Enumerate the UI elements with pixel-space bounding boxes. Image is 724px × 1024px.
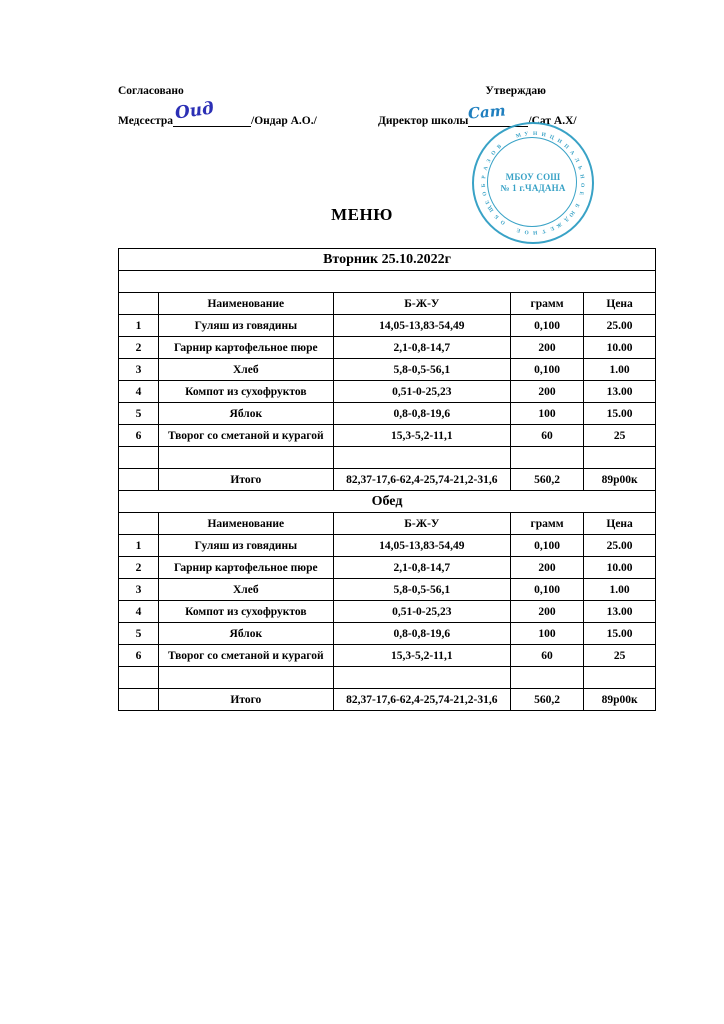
seal-line-1: МБОУ СОШ bbox=[505, 172, 561, 182]
row-gram: 200 bbox=[510, 557, 583, 579]
row-gram: 200 bbox=[510, 601, 583, 623]
director-name: /Сат А.Х/ bbox=[528, 115, 577, 127]
row-price: 25.00 bbox=[584, 535, 656, 557]
col-num bbox=[119, 513, 159, 535]
row-num: 4 bbox=[119, 381, 159, 403]
row-name: Компот из сухофруктов bbox=[158, 601, 333, 623]
spacer-cell bbox=[119, 667, 159, 689]
row-price: 1.00 bbox=[584, 359, 656, 381]
table-header-row bbox=[119, 293, 656, 315]
spacer-row bbox=[119, 447, 656, 469]
total-gram: 560,2 bbox=[510, 689, 583, 711]
total-bju: 82,37-17,6-62,4-25,74-21,2-31,6 bbox=[333, 689, 510, 711]
total-price: 89р00к bbox=[584, 689, 656, 711]
day-title: Вторник 25.10.2022г bbox=[119, 249, 656, 271]
row-price: 25 bbox=[584, 425, 656, 447]
row-name: Яблок bbox=[158, 623, 333, 645]
row-num: 6 bbox=[119, 645, 159, 667]
seal-line-2: № 1 г.ЧАДАНА bbox=[500, 183, 566, 193]
row-num: 2 bbox=[119, 557, 159, 579]
row-bju: 5,8-0,5-56,1 bbox=[333, 359, 510, 381]
approved-left-label: Согласовано bbox=[118, 85, 184, 97]
table-row bbox=[119, 579, 656, 601]
table-row bbox=[119, 337, 656, 359]
row-price: 13.00 bbox=[584, 381, 656, 403]
spacer-cell bbox=[584, 667, 656, 689]
nurse-signature-line bbox=[173, 98, 251, 127]
table-row bbox=[119, 623, 656, 645]
row-name: Хлеб bbox=[158, 359, 333, 381]
row-gram: 0,100 bbox=[510, 579, 583, 601]
row-name: Творог со сметаной и курагой bbox=[158, 645, 333, 667]
total-row bbox=[119, 469, 656, 491]
row-name: Гарнир картофельное пюре bbox=[158, 557, 333, 579]
blank-cell bbox=[119, 271, 656, 293]
row-num: 4 bbox=[119, 601, 159, 623]
row-bju: 0,8-0,8-19,6 bbox=[333, 403, 510, 425]
section-title-row bbox=[119, 491, 656, 513]
nurse-signature-block bbox=[118, 98, 368, 127]
school-seal-stamp: М У Н И Ц И П А Л Ь Н О Е Б Ю Д Ж Е Т Н О Е О Б Щ Е О Б Р А З О В МБОУ СОШ № 1 г.ЧАДАНА bbox=[472, 122, 594, 244]
row-gram: 0,100 bbox=[510, 359, 583, 381]
table-header-row bbox=[119, 513, 656, 535]
row-gram: 200 bbox=[510, 337, 583, 359]
nurse-signature-mark: Оид bbox=[173, 98, 216, 124]
col-name: Наименование bbox=[158, 513, 333, 535]
row-price: 25.00 bbox=[584, 315, 656, 337]
row-bju: 5,8-0,5-56,1 bbox=[333, 579, 510, 601]
row-name: Гуляш из говядины bbox=[158, 535, 333, 557]
row-name: Хлеб bbox=[158, 579, 333, 601]
row-name: Творог со сметаной и курагой bbox=[158, 425, 333, 447]
table-row bbox=[119, 381, 656, 403]
col-num bbox=[119, 293, 159, 315]
row-bju: 15,3-5,2-11,1 bbox=[333, 645, 510, 667]
page-title: МЕНЮ bbox=[331, 205, 393, 224]
row-bju: 0,51-0-25,23 bbox=[333, 381, 510, 403]
spacer-cell bbox=[510, 447, 583, 469]
table-row bbox=[119, 403, 656, 425]
total-label: Итого bbox=[158, 689, 333, 711]
table-row bbox=[119, 315, 656, 337]
row-bju: 2,1-0,8-14,7 bbox=[333, 337, 510, 359]
row-gram: 100 bbox=[510, 623, 583, 645]
spacer-row bbox=[119, 667, 656, 689]
row-name: Компот из сухофруктов bbox=[158, 381, 333, 403]
table-row bbox=[119, 425, 656, 447]
row-gram: 100 bbox=[510, 403, 583, 425]
col-name: Наименование bbox=[158, 293, 333, 315]
col-price: Цена bbox=[584, 293, 656, 315]
row-num: 2 bbox=[119, 337, 159, 359]
total-num bbox=[119, 469, 159, 491]
menu-table bbox=[118, 248, 656, 711]
total-row bbox=[119, 689, 656, 711]
row-bju: 0,51-0-25,23 bbox=[333, 601, 510, 623]
spacer-cell bbox=[510, 667, 583, 689]
approved-right-label: Утверждаю bbox=[485, 85, 546, 97]
total-price: 89р00к bbox=[584, 469, 656, 491]
director-label: Директор школы bbox=[378, 115, 469, 127]
total-bju: 82,37-17,6-62,4-25,74-21,2-31,6 bbox=[333, 469, 510, 491]
row-price: 15.00 bbox=[584, 403, 656, 425]
section-title: Обед bbox=[119, 491, 656, 513]
blank-row bbox=[119, 271, 656, 293]
row-price: 15.00 bbox=[584, 623, 656, 645]
director-signature-block bbox=[378, 101, 638, 127]
total-num bbox=[119, 689, 159, 711]
col-bju: Б-Ж-У bbox=[333, 293, 510, 315]
row-gram: 60 bbox=[510, 645, 583, 667]
nurse-label: Медсестра bbox=[118, 115, 174, 127]
spacer-cell bbox=[333, 447, 510, 469]
row-bju: 15,3-5,2-11,1 bbox=[333, 425, 510, 447]
day-title-row bbox=[119, 249, 656, 271]
row-name: Гуляш из говядины bbox=[158, 315, 333, 337]
spacer-cell bbox=[333, 667, 510, 689]
row-num: 3 bbox=[119, 579, 159, 601]
table-row bbox=[119, 557, 656, 579]
total-label: Итого bbox=[158, 469, 333, 491]
approval-signature-row bbox=[118, 98, 638, 127]
spacer-cell bbox=[158, 667, 333, 689]
table-row bbox=[119, 535, 656, 557]
row-num: 1 bbox=[119, 535, 159, 557]
row-bju: 2,1-0,8-14,7 bbox=[333, 557, 510, 579]
row-price: 1.00 bbox=[584, 579, 656, 601]
row-gram: 200 bbox=[510, 381, 583, 403]
row-name: Гарнир картофельное пюре bbox=[158, 337, 333, 359]
row-price: 10.00 bbox=[584, 337, 656, 359]
approval-header bbox=[118, 85, 638, 127]
row-num: 6 bbox=[119, 425, 159, 447]
director-signature-mark: Сат bbox=[467, 101, 507, 123]
row-price: 25 bbox=[584, 645, 656, 667]
total-gram: 560,2 bbox=[510, 469, 583, 491]
row-num: 1 bbox=[119, 315, 159, 337]
row-gram: 60 bbox=[510, 425, 583, 447]
spacer-cell bbox=[584, 447, 656, 469]
col-price: Цена bbox=[584, 513, 656, 535]
row-num: 3 bbox=[119, 359, 159, 381]
table-row bbox=[119, 359, 656, 381]
col-gram: грамм bbox=[510, 293, 583, 315]
row-num: 5 bbox=[119, 623, 159, 645]
table-row bbox=[119, 601, 656, 623]
approval-top-row bbox=[118, 85, 638, 97]
nurse-name: /Ондар А.О./ bbox=[251, 115, 317, 127]
row-price: 13.00 bbox=[584, 601, 656, 623]
spacer-cell bbox=[119, 447, 159, 469]
row-gram: 0,100 bbox=[510, 315, 583, 337]
col-gram: грамм bbox=[510, 513, 583, 535]
row-gram: 0,100 bbox=[510, 535, 583, 557]
row-bju: 14,05-13,83-54,49 bbox=[333, 535, 510, 557]
spacer-cell bbox=[158, 447, 333, 469]
seal-core-text bbox=[474, 172, 592, 194]
row-bju: 0,8-0,8-19,6 bbox=[333, 623, 510, 645]
row-bju: 14,05-13,83-54,49 bbox=[333, 315, 510, 337]
col-bju: Б-Ж-У bbox=[333, 513, 510, 535]
row-name: Яблок bbox=[158, 403, 333, 425]
table-row bbox=[119, 645, 656, 667]
row-price: 10.00 bbox=[584, 557, 656, 579]
row-num: 5 bbox=[119, 403, 159, 425]
